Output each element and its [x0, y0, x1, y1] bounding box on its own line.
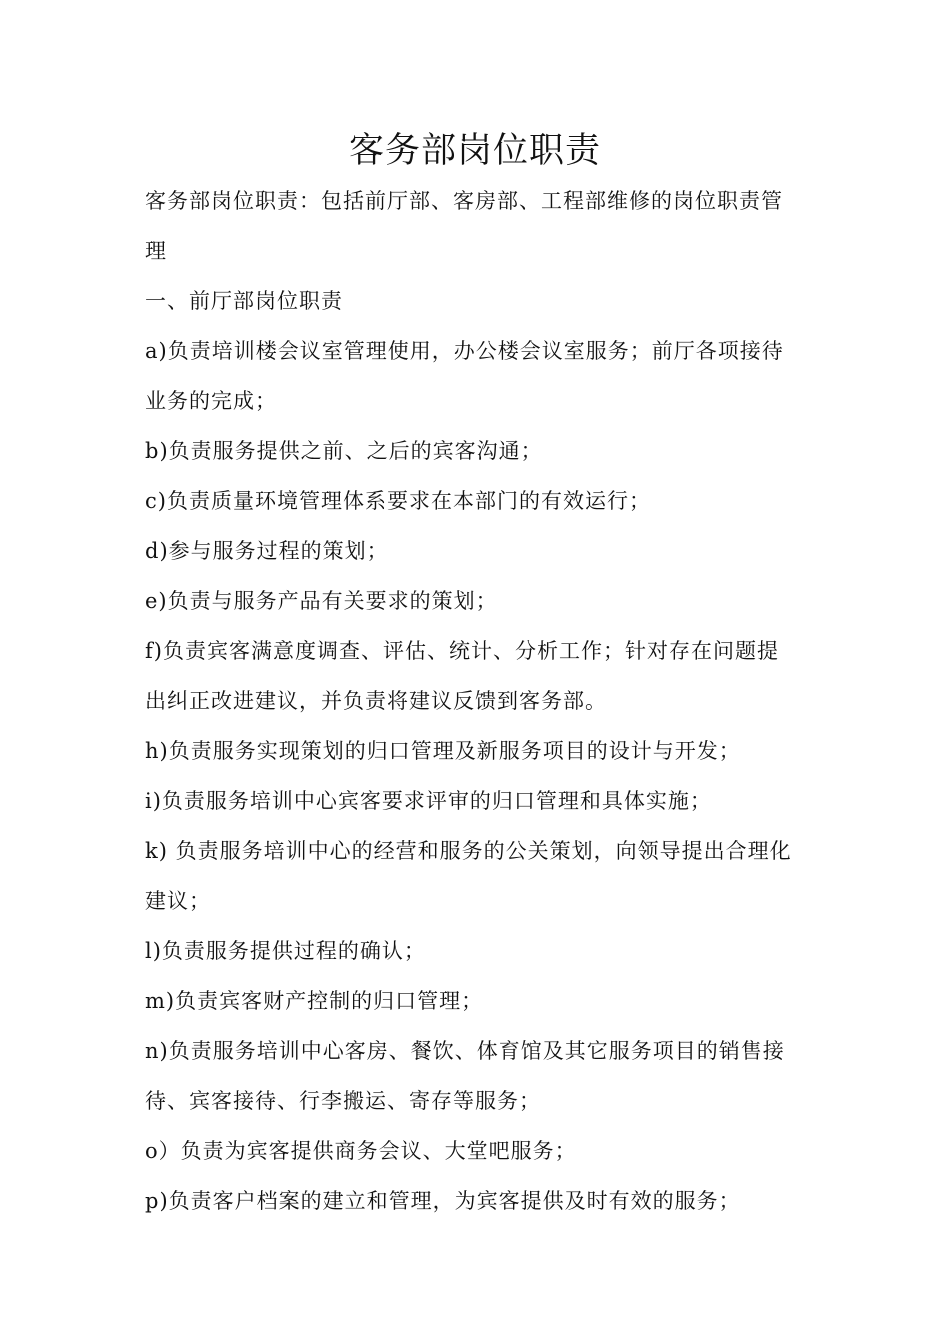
list-item-h: h)负责服务实现策划的归口管理及新服务项目的设计与开发； [145, 739, 741, 763]
list-item-d: d)参与服务过程的策划； [145, 539, 389, 563]
list-item-c: c)负责质量环境管理体系要求在本部门的有效运行； [145, 489, 651, 513]
list-item-i: i)负责服务培训中心宾客要求评审的归口管理和具体实施； [145, 789, 712, 813]
list-item-a-continued: 业务的完成； [145, 389, 277, 413]
list-item-f-continued: 出纠正改进建议，并负责将建议反馈到客务部。 [145, 689, 607, 713]
list-item-n-continued: 待、宾客接待、行李搬运、寄存等服务； [145, 1089, 541, 1113]
list-item-l: l)负责服务提供过程的确认； [145, 939, 426, 963]
paragraph-line: 理 [145, 239, 167, 263]
list-item-f: f)负责宾客满意度调查、评估、统计、分析工作；针对存在问题提 [145, 639, 779, 663]
list-item-b: b)负责服务提供之前、之后的宾客沟通； [145, 439, 543, 463]
list-item-a: a)负责培训楼会议室管理使用，办公楼会议室服务；前厅各项接待 [145, 339, 784, 363]
section-heading: 一、前厅部岗位职责 [145, 289, 343, 313]
list-item-k: k) 负责服务培训中心的经营和服务的公关策划，向领导提出合理化 [145, 839, 792, 863]
list-item-n: n)负责服务培训中心客房、餐饮、体育馆及其它服务项目的销售接 [145, 1039, 785, 1063]
document-title: 客务部岗位职责 [348, 131, 601, 171]
paragraph-line: 客务部岗位职责：包括前厅部、客房部、工程部维修的岗位职责管 [145, 189, 783, 213]
list-item-p: p)负责客户档案的建立和管理，为宾客提供及时有效的服务； [145, 1189, 741, 1213]
list-item-e: e)负责与服务产品有关要求的策划； [145, 589, 498, 613]
list-item-k-continued: 建议； [145, 889, 211, 913]
list-item-o: o）负责为宾客提供商务会议、大堂吧服务； [145, 1139, 577, 1163]
document-body [145, 176, 810, 1226]
list-item-m: m)负责宾客财产控制的归口管理； [145, 989, 484, 1013]
